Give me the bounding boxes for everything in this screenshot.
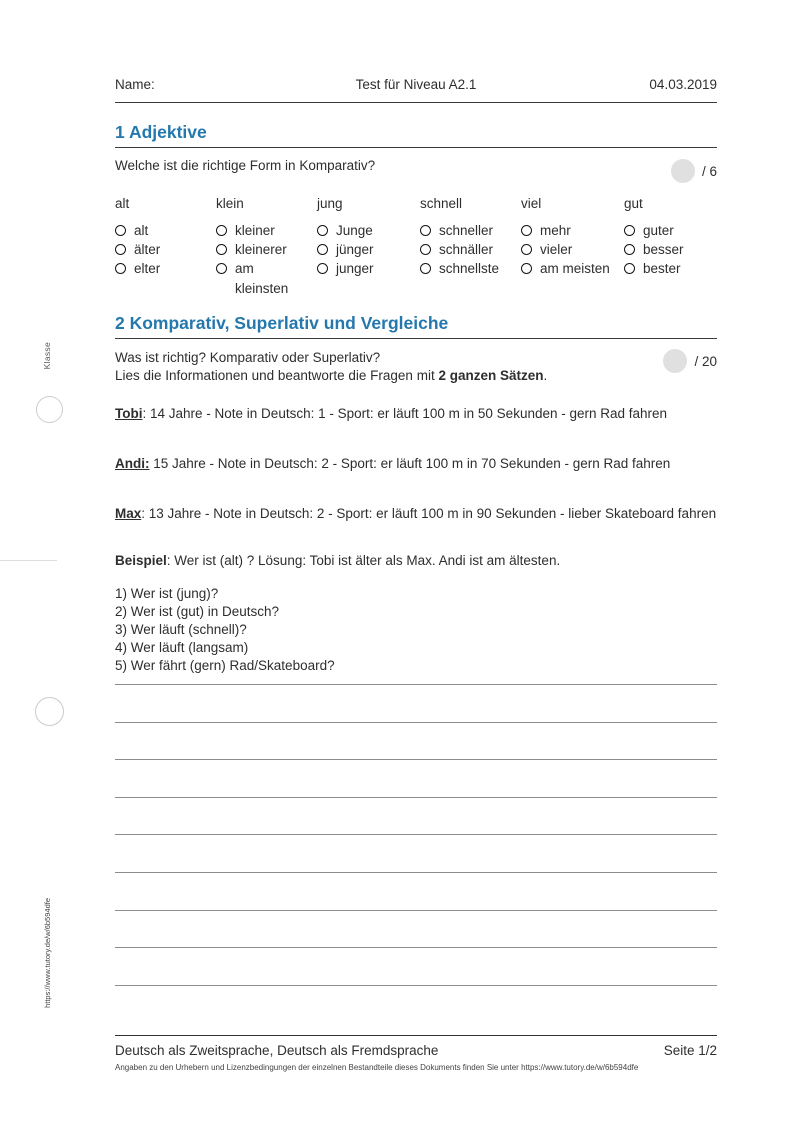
radio-icon[interactable] [317, 263, 328, 274]
mc-option[interactable]: schneller [420, 221, 517, 240]
section2-heading: 2 Komparativ, Superlativ und Vergleiche [115, 313, 449, 333]
radio-icon[interactable] [521, 263, 532, 274]
section1-question: Welche ist die richtige Form in Komparativ? [115, 158, 376, 173]
question-item: 2) Wer ist (gut) in Deutsch? [115, 604, 280, 619]
section2-points: / 20 [694, 353, 717, 369]
radio-icon[interactable] [521, 244, 532, 255]
mc-column-gut [624, 196, 717, 279]
question-list [115, 585, 717, 675]
page-number: Seite 1/2 [663, 1043, 717, 1058]
mc-column-header: alt [115, 196, 130, 211]
mc-option[interactable]: vieler [521, 240, 644, 259]
section1-points: / 6 [701, 163, 717, 179]
profile-name: Tobi [115, 406, 143, 421]
mc-column-klein [216, 196, 299, 298]
section1-score [671, 159, 717, 183]
radio-icon[interactable] [216, 244, 227, 255]
radio-icon[interactable] [317, 225, 328, 236]
profile-tobi: Tobi: 14 Jahre - Note in Deutsch: 1 - Sport: er läuft 100 m in 50 Sekunden - gern Rad fahren [115, 406, 668, 421]
date-label: 04.03.2019 [649, 77, 717, 92]
radio-icon[interactable] [420, 244, 431, 255]
mc-option[interactable]: jünger [317, 240, 412, 259]
question-item: 4) Wer läuft (langsam) [115, 640, 249, 655]
answer-line [115, 797, 717, 835]
mc-option[interactable]: besser [624, 240, 717, 259]
mc-column-header: klein [216, 196, 244, 211]
name-label: Name: [115, 77, 155, 92]
mc-column-alt [115, 196, 210, 279]
footer-subject: Deutsch als Zweitsprache, Deutsch als Fremdsprache [115, 1043, 439, 1058]
answer-line [115, 684, 717, 722]
answer-line [115, 872, 717, 910]
score-circle-icon [671, 159, 695, 183]
radio-icon[interactable] [216, 225, 227, 236]
mc-option[interactable]: Junge [317, 221, 412, 240]
mc-option[interactable]: guter [624, 221, 717, 240]
footer-rule [115, 1035, 717, 1036]
profile-andi: Andi: 15 Jahre - Note in Deutsch: 2 - Sport: er läuft 100 m in 70 Sekunden - gern Rad fahren [115, 456, 671, 471]
answer-line [115, 985, 717, 1023]
profile-name: Max [115, 506, 142, 521]
fold-mark [0, 560, 57, 561]
mc-option[interactable]: kleinerer [216, 240, 299, 259]
mc-option[interactable]: alt [115, 221, 210, 240]
mc-option[interactable]: am meisten [521, 259, 644, 278]
radio-icon[interactable] [624, 263, 635, 274]
klasse-vertical-label: Klasse [42, 342, 52, 370]
section2-score [663, 349, 717, 373]
section1-heading: 1 Adjektive [115, 122, 207, 142]
mc-option[interactable]: mehr [521, 221, 644, 240]
radio-icon[interactable] [216, 263, 227, 274]
answer-line [115, 910, 717, 948]
answer-line [115, 947, 717, 985]
mc-column-header: viel [521, 196, 542, 211]
instruction-line2: Lies die Informationen und beantworte die Fragen mit 2 ganzen Sätzen. [115, 368, 548, 383]
section1-rule [115, 147, 717, 148]
radio-icon[interactable] [115, 263, 126, 274]
hole-punch-mark [35, 697, 64, 726]
score-circle-icon [663, 349, 687, 373]
hole-punch-mark [36, 396, 63, 423]
tutory-url-vertical: https://www.tutory.de/w/6b594dfe [43, 898, 52, 1008]
mc-option[interactable]: älter [115, 240, 210, 259]
answer-lines [115, 684, 717, 1022]
answer-line [115, 759, 717, 797]
document-title: Test für Niveau A2.1 [355, 77, 477, 92]
mc-option[interactable]: am kleinsten [216, 259, 299, 297]
radio-icon[interactable] [115, 244, 126, 255]
mc-option[interactable]: bester [624, 259, 717, 278]
radio-icon[interactable] [624, 244, 635, 255]
radio-icon[interactable] [317, 244, 328, 255]
license-note: Angaben zu den Urhebern und Lizenzbedingungen der einzelnen Bestandteile dieses Dokuments finden Sie unter https://www.tutory.de/w/6b594dfe [115, 1063, 639, 1072]
mc-option[interactable]: schnellste [420, 259, 517, 278]
radio-icon[interactable] [420, 263, 431, 274]
header-rule [115, 102, 717, 103]
mc-column-header: gut [624, 196, 643, 211]
radio-icon[interactable] [624, 225, 635, 236]
example-label: Beispiel [115, 553, 167, 568]
mc-column-header: schnell [420, 196, 463, 211]
mc-column-jung [317, 196, 412, 279]
question-item: 5) Wer fährt (gern) Rad/Skateboard? [115, 658, 335, 673]
section2-instructions [115, 349, 655, 385]
radio-icon[interactable] [115, 225, 126, 236]
answer-line [115, 722, 717, 760]
profile-name: Andi: [115, 456, 150, 471]
mc-option[interactable]: kleiner [216, 221, 299, 240]
question-item: 1) Wer ist (jung)? [115, 586, 219, 601]
section2-rule [115, 338, 717, 339]
mc-option[interactable]: junger [317, 259, 412, 278]
mc-column-schnell [420, 196, 517, 279]
example-line: Beispiel: Wer ist (alt) ? Lösung: Tobi ist älter als Max. Andi ist am ältesten. [115, 553, 561, 568]
mc-option[interactable]: elter [115, 259, 210, 278]
radio-icon[interactable] [521, 225, 532, 236]
radio-icon[interactable] [420, 225, 431, 236]
mc-option[interactable]: schnäller [420, 240, 517, 259]
profile-max: Max: 13 Jahre - Note in Deutsch: 2 - Sport: er läuft 100 m in 90 Sekunden - lieber Skateboard fahren [115, 506, 717, 521]
mc-column-header: jung [317, 196, 343, 211]
instruction-line1: Was ist richtig? Komparativ oder Superlativ? [115, 350, 381, 365]
question-item: 3) Wer läuft (schnell)? [115, 622, 247, 637]
answer-line [115, 834, 717, 872]
